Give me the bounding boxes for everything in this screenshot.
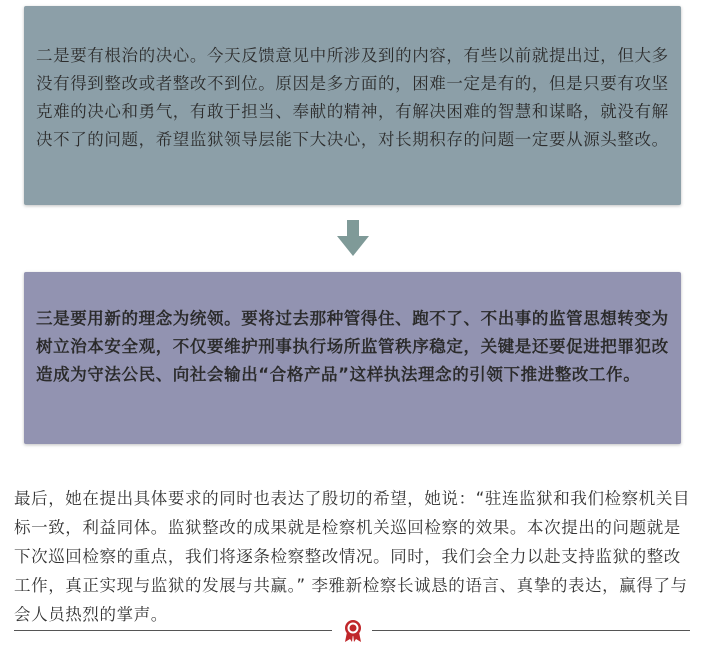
point-three-box [24, 272, 681, 444]
medal-icon [342, 619, 364, 643]
section-divider [14, 617, 690, 643]
arrow-down-icon [337, 220, 369, 256]
divider-line-right [372, 630, 690, 631]
point-two-box [24, 6, 681, 205]
closing-paragraph: 最后，她在提出具体要求的同时也表达了殷切的希望，她说：“驻连监狱和我们检察机关目标一致，利益同体。监狱整改的成果就是检察机关巡回检察的效果。本次提出的问题就是下次巡回检察的重点，我们将逐条检察整改情况。同时，我们会全力以赴支持监狱的整改工作，真正实现与监狱的发展与共赢。” 李雅新检察长诚恳的语言、真挚的表达，赢得了与会人员热烈的掌声。 [14, 489, 691, 624]
point-two-text: 二是要有根治的决心。今天反馈意见中所涉及到的内容，有些以前就提出过，但大多没有得到整改或者整改不到位。原因是多方面的，困难一定是有的，但是只要有攻坚克难的决心和勇气，有敢于担当、奉献的精神，有解决困难的智慧和谋略，就没有解决不了的问题，希望监狱领导层能下大决心，对长期积存的问题一定要从源头整改。 [36, 46, 669, 149]
divider-line-left [14, 630, 332, 631]
point-three-text: 三是要用新的理念为统领。要将过去那种管得住、跑不了、不出事的监管思想转变为树立治本安全观，不仅要维护刑事执行场所监管秩序稳定，关键是还要促进把罪犯改造成为守法公民、向社会输出“合格产品”这样执法理念的引领下推进整改工作。 [36, 309, 669, 384]
